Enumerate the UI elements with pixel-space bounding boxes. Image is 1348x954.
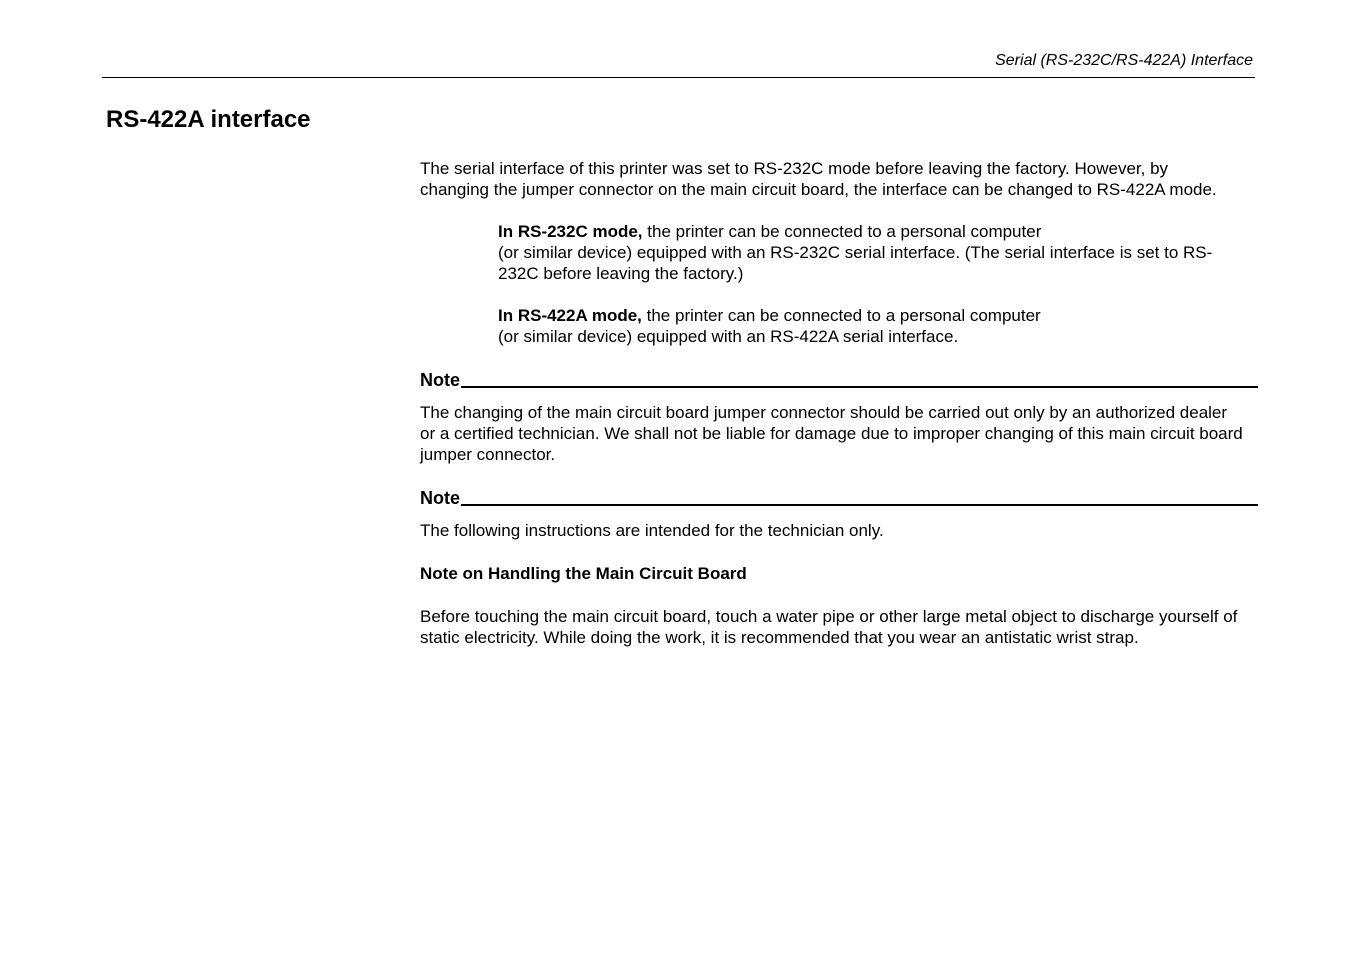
running-header: Serial (RS-232C/RS-422A) Interface: [995, 52, 1253, 69]
handling-paragraph: Before touching the main circuit board, touch a water pipe or other large metal object to discharge yourself of static electricity. While doing the work, it is recommended that you wear an antistatic wrist strap.: [420, 607, 1238, 647]
note-text-1: The changing of the main circuit board jumper connector should be carried out only by an authorized dealer or a certified technician. We shall not be liable for damage due to improper changing of this main circuit board jumper connector.: [420, 403, 1243, 464]
rs422a-mode-paragraph: [498, 305, 1243, 347]
rs422a-mode-lead: In RS-422A mode,: [498, 306, 642, 325]
rs232c-mode-line1: the printer can be connected to a personal computer: [642, 222, 1042, 241]
rs232c-mode-paragraph: [498, 221, 1243, 284]
note-label-2: Note: [420, 488, 460, 508]
section-title: RS-422A interface: [106, 106, 311, 133]
rs422a-mode-line1: the printer can be connected to a personal computer: [641, 306, 1041, 325]
note-heading-1: [420, 369, 1258, 391]
intro-paragraph: The serial interface of this printer was set to RS-232C mode before leaving the factory. However, by changing the jumper connector on the main circuit board, the interface can be changed to RS-422A mode.: [420, 159, 1217, 199]
main-content: [420, 158, 1258, 648]
rs232c-mode-line2: (or similar device) equipped with an RS-232C serial interface. (The serial interface is set to RS-232C before leaving the factory.): [498, 243, 1213, 283]
handling-heading: Note on Handling the Main Circuit Board: [420, 564, 747, 583]
rs422a-mode-line2: (or similar device) equipped with an RS-422A serial interface.: [498, 327, 959, 346]
note-heading-2: [420, 487, 1258, 509]
note-rule-2: [461, 504, 1258, 506]
note-text-2: The following instructions are intended for the technician only.: [420, 521, 884, 540]
header-divider: [102, 77, 1255, 78]
note-label-1: Note: [420, 370, 460, 390]
note-rule-1: [461, 386, 1258, 388]
rs232c-mode-lead: In RS-232C mode,: [498, 222, 643, 241]
